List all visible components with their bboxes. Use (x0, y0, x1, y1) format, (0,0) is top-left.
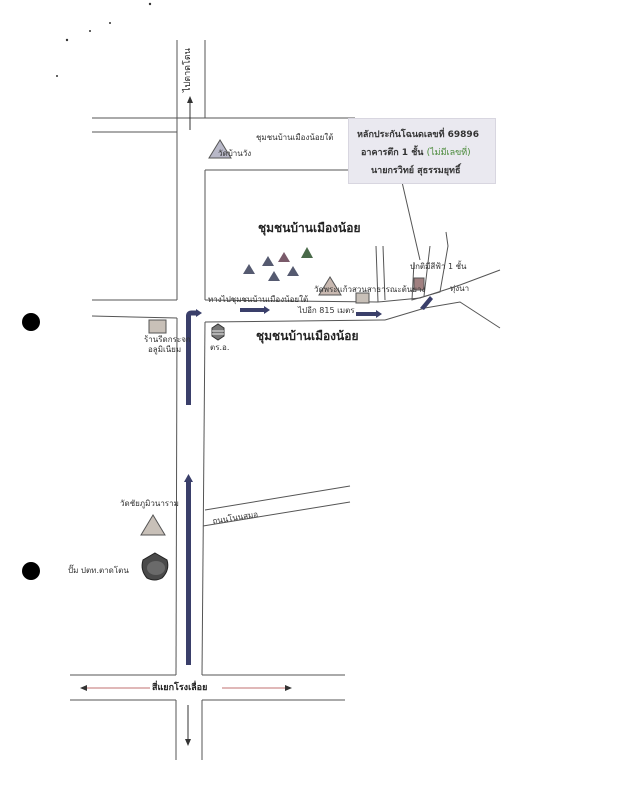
community-main-2-label: ชุมชนบ้านเมืองน้อย (256, 329, 359, 343)
scan-speck (149, 3, 151, 5)
route-arrow-head-turn-icon (196, 309, 202, 317)
north-arrow-head-icon (187, 96, 193, 103)
way-to-community-label: ทางไปชุมชนบ้านเมืองน้อยใต้ (208, 295, 309, 304)
community-triangle-icon (301, 247, 313, 258)
scan-speck (66, 39, 68, 41)
aluminium-shop-label-line2: อลูมิเนียม (148, 345, 182, 354)
side-road-north-edge (205, 486, 350, 510)
legend-building-type-text: อาคารตึก 1 ชั้น (361, 148, 424, 158)
legend-no-number-note: (ไม่มีเลขที่) (426, 148, 471, 158)
gas-station-inner-icon (147, 561, 165, 575)
mid-road-south-edge-right (205, 320, 385, 322)
wat-chai-phum-triangle-icon (141, 515, 165, 535)
property-legend-box (348, 118, 496, 184)
route-arrow-east-2 (356, 312, 376, 316)
community-triangle-icon (268, 271, 280, 281)
route-arrow-turn (189, 313, 197, 330)
community-triangle-icon (262, 256, 274, 266)
mid-road-curve-south (385, 302, 500, 328)
wat-chai-phum-label: วัดชัยภูมิวนาราม (120, 499, 179, 508)
legend-pointer-line (402, 182, 420, 260)
south-arrow-head-icon (185, 739, 191, 746)
community-triangle-icon (287, 266, 299, 276)
legend-owner-name: นายกรวิทย์ สุธรรมยุทธิ์ (371, 166, 461, 176)
scan-speck (109, 22, 111, 24)
legend-deed-number: หลักประกันโฉนดเลขที่ 69896 (357, 130, 479, 140)
police-label: ตร.อ. (210, 343, 230, 352)
gas-station-label: ปั๊ม ปตท.ตาดโตน (68, 566, 129, 575)
route-arrow-head-south-icon (184, 474, 193, 482)
aluminium-shop-icon (149, 320, 166, 333)
scan-speck (56, 75, 58, 77)
park-tree-label: สวนสาธารณะต้นยาง (352, 285, 426, 294)
intersection-label: สี่แยกโรงเลื่อย (152, 683, 208, 693)
route-arrow-head-east-1-icon (264, 306, 270, 314)
mid-road-south-edge-left (92, 316, 177, 318)
community-south-top-label: ชุมชนบ้านเมืองน้อยใต้ (256, 133, 334, 142)
route-arrow-east-1 (240, 308, 264, 312)
rice-field-label: ทุ่งนา (450, 284, 470, 293)
community-triangle-icon (278, 252, 290, 262)
north-arrow-label: ไปตาดโตน (183, 48, 193, 92)
wat-phra-kaew-label: วัดพระแก้ว (314, 285, 353, 294)
distance-label: ไปอีก 815 เมตร (298, 306, 355, 315)
west-arrow-head-icon (80, 685, 87, 691)
main-road-left-edge-south (176, 318, 177, 675)
punch-hole (22, 562, 40, 580)
route-arrow-head-east-2-icon (376, 310, 382, 318)
wat-ban-wang-label: วัดบ้านวัง (218, 149, 252, 158)
east-arrow-head-icon (285, 685, 292, 691)
side-road-label: ถนนโนนสมอ (211, 509, 259, 526)
building-label: ปกติมีสีฟ้า 1 ชั้น (410, 262, 467, 271)
punch-hole (22, 313, 40, 331)
aluminium-shop-label-line1: ร้านรีดกระจก (144, 335, 191, 344)
community-main-label: ชุมชนบ้านเมืองน้อย (258, 221, 361, 235)
community-triangle-icon (243, 264, 255, 274)
route-arrow-vertical-south (186, 480, 191, 665)
police-station-icon (212, 324, 224, 340)
main-road-right-edge-south (202, 322, 205, 675)
park-building-icon (356, 293, 369, 303)
legend-building-type (361, 145, 471, 159)
scan-speck (89, 30, 91, 32)
